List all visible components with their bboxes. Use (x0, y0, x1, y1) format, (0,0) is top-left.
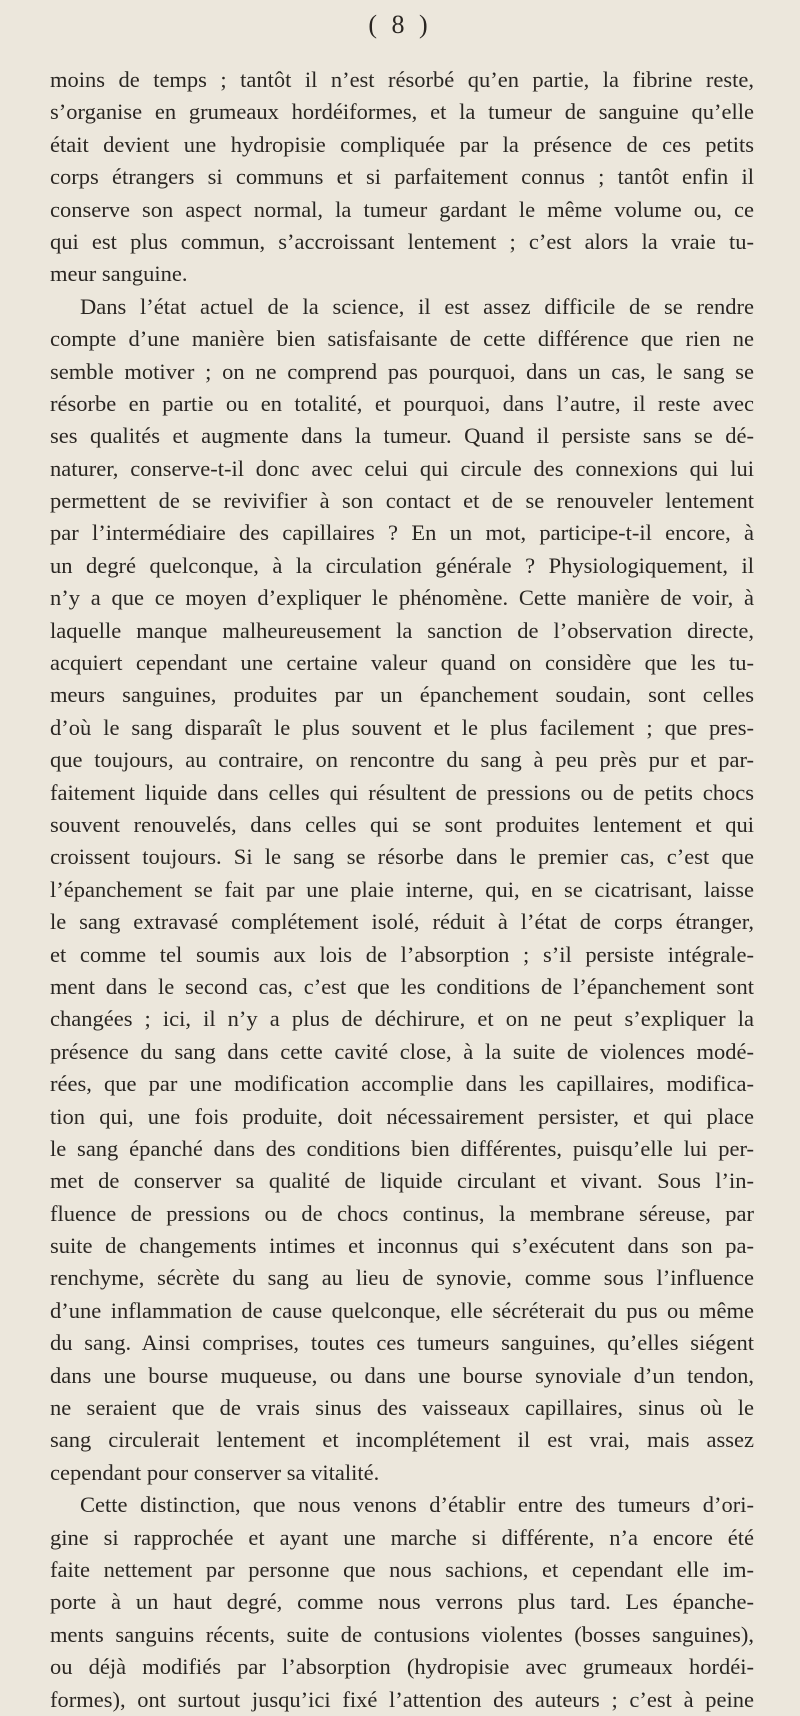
text-line: l’épanchement se fait par une plaie interne, qui, en se cicatrisant, laisse (50, 876, 754, 902)
text-line: résorbe en partie ou en totalité, et pourquoi, dans l’autre, il reste avec (50, 390, 754, 416)
text-line: meur sanguine. (50, 261, 188, 287)
text-line: Cette distinction, que nous venons d’établir entre des tumeurs d’ori- (80, 1492, 754, 1518)
text-line: renchyme, sécrète du sang au lieu de synovie, comme sous l’influence (50, 1265, 754, 1291)
text-line: et comme tel soumis aux lois de l’absorption ; s’il persiste intégrale- (50, 941, 754, 967)
text-line: ments sanguins récents, suite de contusions violentes (bosses sanguines), (50, 1621, 754, 1647)
text-line: faitement liquide dans celles qui résultent de pressions ou de petits chocs (50, 779, 754, 805)
text-line: cependant pour conserver sa vitalité. (50, 1459, 380, 1485)
text-line: suite de changements intimes et inconnus qui s’exécutent dans son pa- (50, 1233, 754, 1259)
text-line: ou déjà modifiés par l’absorption (hydropisie avec grumeaux hordéi- (50, 1654, 754, 1680)
text-line: corps étrangers si communs et si parfaitement connus ; tantôt enfin il (50, 164, 754, 190)
text-line: fluence de pressions ou de chocs continus, la membrane séreuse, par (50, 1200, 754, 1226)
text-line: Dans l’état actuel de la science, il est assez difficile de se rendre (80, 293, 754, 319)
text-line: ment dans le second cas, c’est que les conditions de l’épanchement sont (50, 973, 754, 999)
text-line: ne seraient que de vrais sinus des vaisseaux capillaires, sinus où le (50, 1395, 754, 1421)
text-line: que toujours, au contraire, on rencontre du sang à peu près pur et par- (50, 747, 754, 773)
text-line: tion qui, une fois produite, doit nécessairement persister, et qui place (50, 1103, 754, 1129)
text-line: moins de temps ; tantôt il n’est résorbé qu’en partie, la fibrine reste, (50, 67, 754, 92)
text-line: semble motiver ; on ne comprend pas pourquoi, dans un cas, le sang se (50, 358, 754, 384)
text-line: dans une bourse muqueuse, ou dans une bourse synoviale d’un tendon, (50, 1362, 754, 1388)
text-line: d’une inflammation de cause quelconque, elle sécréterait du pus ou même (50, 1297, 754, 1323)
text-line: un degré quelconque, à la circulation générale ? Physiologiquement, il (50, 552, 754, 578)
text-line: souvent renouvelés, dans celles qui se sont produites lentement et qui (50, 811, 754, 837)
text-line: acquiert cependant une certaine valeur quand on considère que les tu- (50, 650, 754, 676)
text-line: meurs sanguines, produites par un épanchement soudain, sont celles (50, 682, 754, 708)
page-number: ( 8 ) (368, 10, 432, 39)
text-line: compte d’une manière bien satisfaisante de cette différence que rien ne (50, 326, 754, 352)
text-line: rées, que par une modification accomplie dans les capillaires, modifica- (50, 1071, 754, 1097)
text-line: formes), ont surtout jusqu’ici fixé l’attention des auteurs ; c’est à peine (50, 1686, 754, 1712)
text-line: qui est plus commun, s’accroissant lentement ; c’est alors la vraie tu- (50, 228, 754, 254)
text-line: naturer, conserve-t-il donc avec celui qui circule des connexions qui lui (50, 455, 754, 481)
text-line: gine si rapprochée et ayant une marche si différente, n’a encore été (50, 1524, 754, 1550)
text-line: faite nettement par personne que nous sachions, et cependant elle im- (50, 1556, 754, 1582)
text-line: sang circulerait lentement et incomplétement il est vrai, mais assez (50, 1427, 754, 1453)
text-line: conserve son aspect normal, la tumeur gardant le même volume ou, ce (50, 196, 754, 222)
text-line: le sang épanché dans des conditions bien différentes, puisqu’elle lui per- (50, 1135, 754, 1161)
text-line: était devient une hydropisie compliquée par la présence de ces petits (50, 131, 754, 157)
text-line: par l’intermédiaire des capillaires ? En un mot, participe-t-il encore, à (50, 520, 754, 546)
text-line: porte à un haut degré, comme nous verrons plus tard. Les épanche- (50, 1589, 754, 1615)
text-line: s’organise en grumeaux hordéiformes, et la tumeur de sanguine qu’elle (50, 99, 754, 125)
text-line: met de conserver sa qualité de liquide circulant et vivant. Sous l’in- (50, 1168, 754, 1194)
text-line: changées ; ici, il n’y a plus de déchirure, et on ne peut s’expliquer la (50, 1006, 754, 1032)
text-line: permettent de se revivifier à son contact et de se renouveler lentement (50, 488, 754, 514)
text-line: du sang. Ainsi comprises, toutes ces tumeurs sanguines, qu’elles siégent (50, 1330, 754, 1356)
text-line: présence du sang dans cette cavité close, à la suite de violences modé- (50, 1038, 754, 1064)
text-line: n’y a que ce moyen d’expliquer le phénomène. Cette manière de voir, à (50, 585, 754, 611)
body-text (50, 64, 754, 1716)
text-line: le sang extravasé complétement isolé, réduit à l’état de corps étranger, (50, 909, 754, 935)
text-line: ses qualités et augmente dans la tumeur. Quand il persiste sans se dé- (50, 423, 754, 449)
text-line: croissent toujours. Si le sang se résorbe dans le premier cas, c’est que (50, 844, 754, 870)
text-line: d’où le sang disparaît le plus souvent et le plus facilement ; que pres- (50, 714, 754, 740)
text-line: laquelle manque malheureusement la sanction de l’observation directe, (50, 617, 754, 643)
